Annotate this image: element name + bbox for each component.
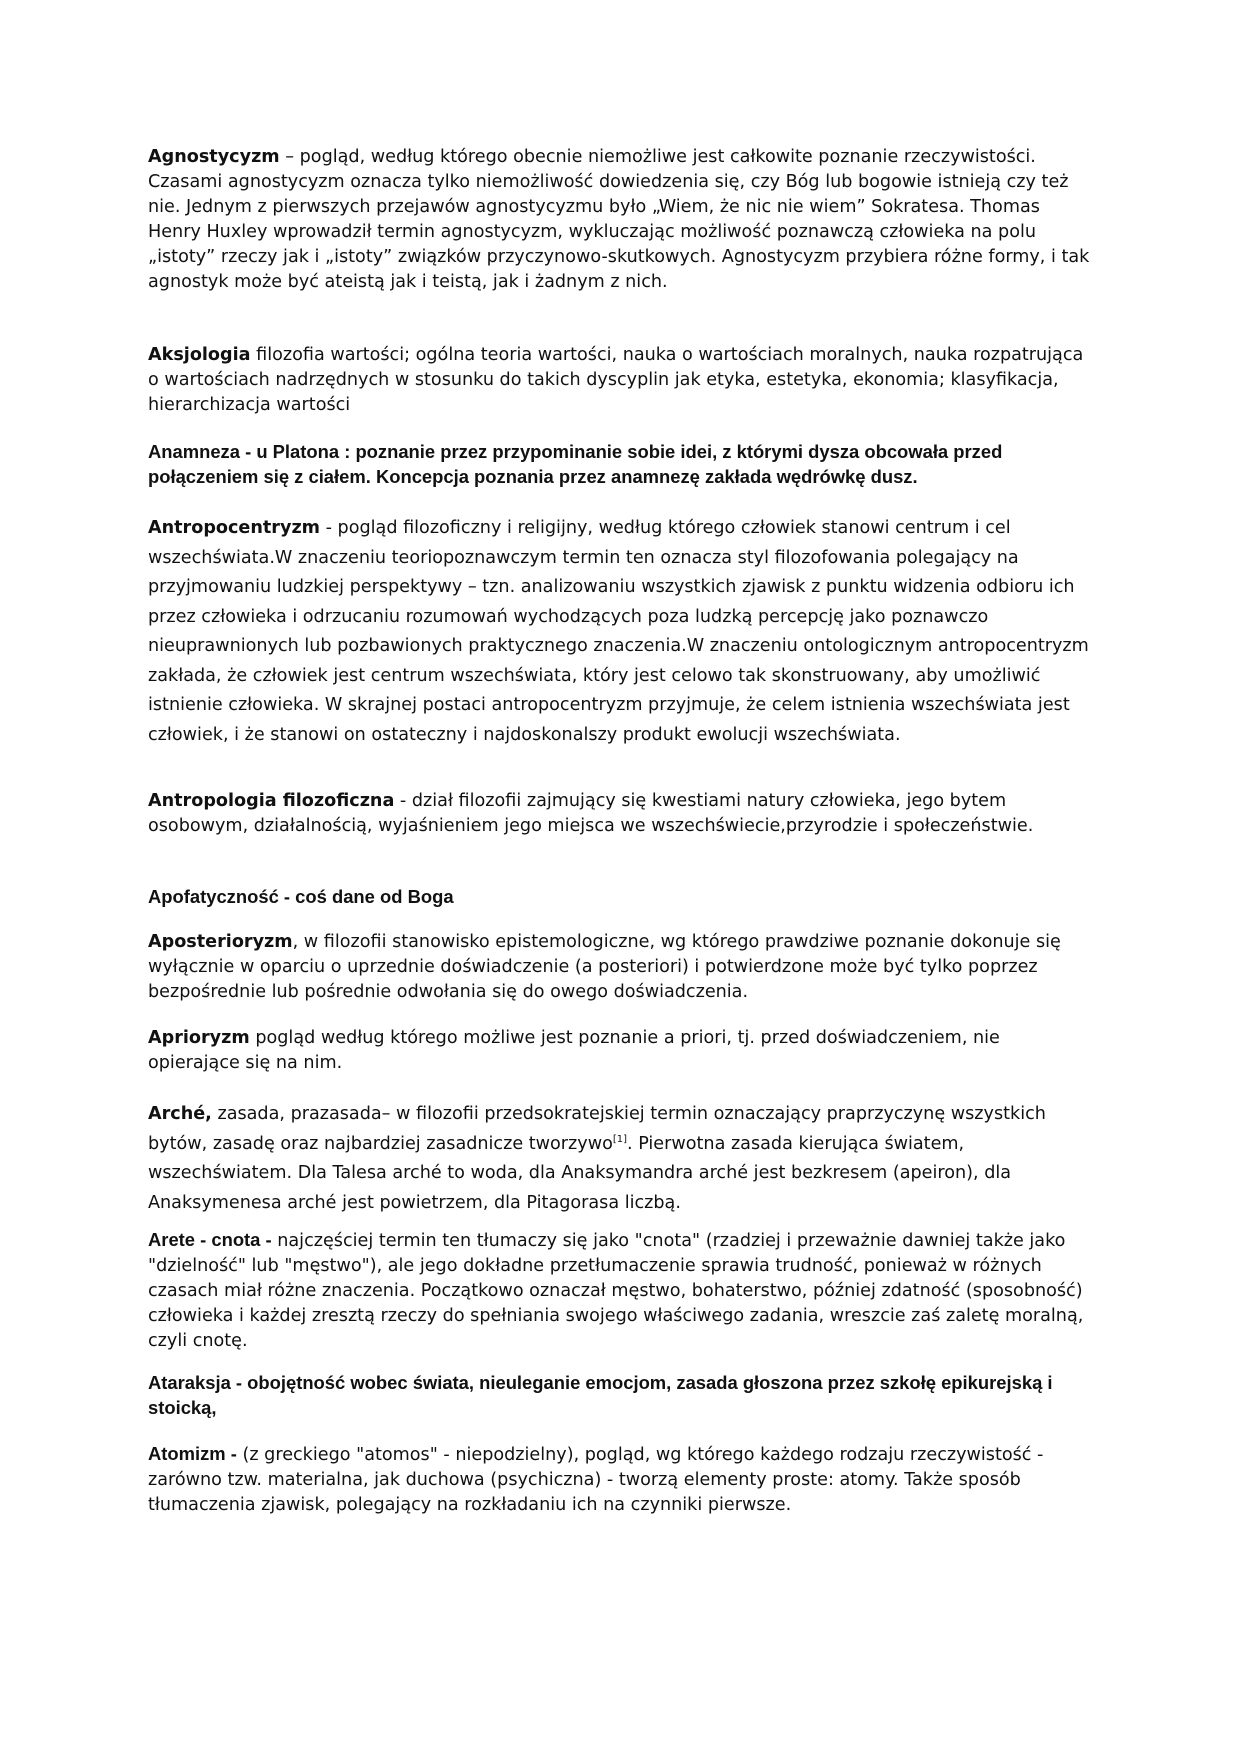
entry-definition: - pogląd filozoficzny i religijny, według którego człowiek stanowi centrum i cel wszechświata.W znaczeniu teoriopoznawczym termin ten oznacza styl filozofowania polegający na przyjmowaniu ludzkiej perspektywy – tzn. analizowaniu wszystkich zjawisk z punktu widzenia odbioru ich przez człowieka i odrzucaniu rozumowań wychodzących poza ludzką percepcję jako poznawczo nieuprawnionych lub pozbawionych praktycznego znaczenia.W znaczeniu ontologicznym antropocentryzm zakłada, że człowiek jest centrum wszechświata, który jest celowo tak skonstruowany, aby umożliwić istnienie człowieka. W skrajnej postaci antropocentryzm przyjmuje, że celem istnienia wszechświata jest człowiek, i że stanowi on ostateczny i najdoskonalszy produkt ewolucji wszechświata. bbox=[148, 518, 1089, 745]
entry-definition: - dział filozofii zajmujący się kwestiami natury człowieka, jego bytem osobowym, działalnością, wyjaśnieniem jego miejsca we wszechświecie,przyrodzie i społeczeństwie. bbox=[148, 791, 1034, 836]
entry-term: Ataraksja bbox=[148, 1372, 231, 1393]
entry-definition: najczęściej termin ten tłumaczy się jako "cnota" (rzadziej i przeważnie dawniej także jako "dzielność" lub "męstwo"), ale jego dokładne przetłumaczenie sprawia trudność, ponieważ w różnych czasach miał różne znaczenia. Początkowo oznaczał męstwo, bohaterstwo, później zdatność (sposobność) człowieka i każdej zresztą rzeczy do spełniania swojego właściwego zadania, wreszcie zaś zaletę moralną, czyli cnotę. bbox=[148, 1231, 1084, 1351]
entry-antropocentryzm bbox=[148, 514, 1093, 750]
entry-term: Arete - cnota - bbox=[148, 1229, 272, 1250]
entry-term: Aksjologia bbox=[148, 345, 251, 365]
entry-term: Antropologia filozoficzna bbox=[148, 791, 395, 811]
entry-definition: - coś dane od Boga bbox=[278, 886, 454, 907]
entry-term: Anamneza bbox=[148, 441, 240, 462]
entry-term: Apofatyczność bbox=[148, 886, 279, 907]
entry-aksjologia bbox=[148, 343, 1093, 418]
entry-agnostycyzm bbox=[148, 145, 1093, 295]
entry-term: Arché, bbox=[148, 1104, 212, 1124]
entry-definition: - u Platona : poznanie przez przypominanie sobie idei, z którymi dysza obcowała przed połączeniem się z ciałem. Koncepcja poznania przez anamnezę zakłada wędrówkę dusz. bbox=[148, 441, 1003, 487]
entry-arche bbox=[148, 1100, 1093, 1218]
entry-definition: zasada, prazasada– w filozofii przedsokratejskiej termin oznaczający praprzyczynę wszystkich bytów, zasadę oraz najbardziej zasadnicze tworzywo bbox=[148, 1104, 1046, 1154]
entry-atomizm bbox=[148, 1441, 1093, 1518]
entry-definition: – pogląd, według którego obecnie niemożliwe jest całkowite poznanie rzeczywistości. Czasami agnostycyzm oznacza tylko niemożliwość dowiedzenia się, czy Bóg lub bogowie istnieją czy też nie. Jednym z pierwszych przejawów agnostycyzmu było „Wiem, że nic nie wiem” Sokratesa. Thomas Henry Huxley wprowadził termin agnostycyzm, wykluczając możliwość poznawczą człowieka na polu „istoty” rzeczy jak i „istoty” związków przyczynowo-skutkowych. Agnostycyzm przybiera różne formy, i tak agnostyk może być ateistą jak i teistą, jak i żadnym z nich. bbox=[148, 147, 1090, 292]
entry-definition: (z greckiego "atomos" - niepodzielny), pogląd, wg którego każdego rodzaju rzeczywistość - zarówno tzw. materialna, jak duchowa (psychiczna) - tworzą elementy proste: atomy. Także sposób tłumaczenia zjawisk, polegający na rozkładaniu ich na czynniki pierwsze. bbox=[148, 1445, 1044, 1515]
entry-definition: - obojętność wobec świata, nieuleganie emocjom, zasada głoszona przez szkołę epikurejską i stoicką, bbox=[148, 1372, 1053, 1418]
entry-aposterioryzm bbox=[148, 930, 1093, 1005]
entry-term: Aprioryzm bbox=[148, 1028, 250, 1048]
entry-definition: pogląd według którego możliwe jest poznanie a priori, tj. przed doświadczeniem, nie opierające się na nim. bbox=[148, 1028, 1000, 1073]
entry-definition-continued: . Pierwotna zasada kierująca światem, wszechświatem. Dla Talesa arché to woda, dla Anaksymandra arché jest bezkresem (apeiron), dla Anaksymenesa arché jest powietrzem, dla Pitagorasa liczbą. bbox=[148, 1133, 1012, 1213]
entry-term: Agnostycyzm bbox=[148, 147, 280, 167]
entry-term: Aposterioryzm bbox=[148, 932, 293, 952]
entry-ataraksja bbox=[148, 1370, 1093, 1420]
entry-arete bbox=[148, 1227, 1093, 1354]
entry-definition: filozofia wartości; ogólna teoria wartości, nauka o wartościach moralnych, nauka rozpatrująca o wartościach nadrzędnych w stosunku do takich dyscyplin jak etyka, estetyka, ekonomia; klasyfikacja, hierarchizacja wartości bbox=[148, 345, 1084, 415]
entry-apofatycznosc bbox=[148, 884, 1093, 909]
entry-definition: , w filozofii stanowisko epistemologiczne, wg którego prawdziwe poznanie dokonuje się wyłącznie w oparciu o uprzednie doświadczenie (a posteriori) i potwierdzone może być tylko poprzez bezpośrednie lub pośrednie odwołania się do owego doświadczenia. bbox=[148, 932, 1061, 1002]
entry-term: Antropocentryzm bbox=[148, 518, 321, 538]
entry-antropologia-filozoficzna bbox=[148, 789, 1093, 839]
footnote-reference[interactable]: [1] bbox=[612, 1133, 628, 1145]
entry-term: Atomizm - bbox=[148, 1443, 237, 1464]
entry-aprioryzm bbox=[148, 1026, 1093, 1076]
entry-anamneza bbox=[148, 439, 1093, 489]
